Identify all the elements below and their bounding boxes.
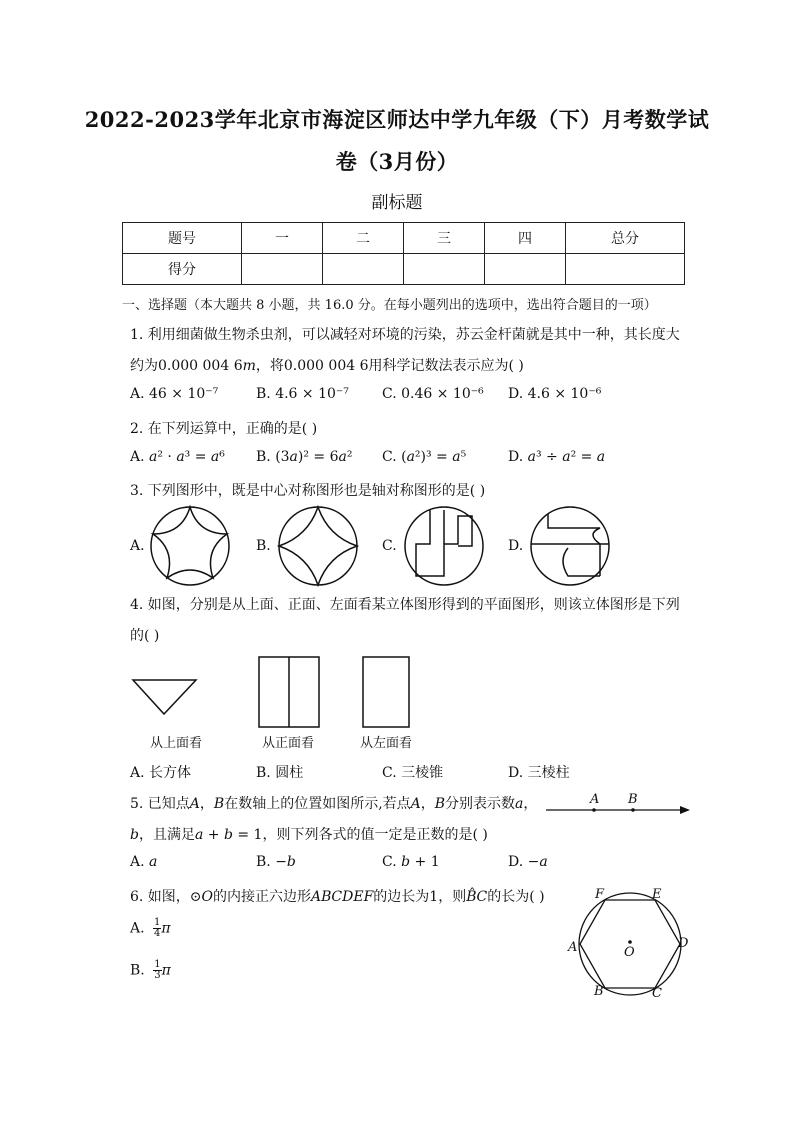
q5-option-d[interactable]: D. −𝑎	[508, 854, 548, 870]
q4-option-c[interactable]: C. 三棱锥	[382, 765, 444, 781]
fraction-denominator: 4	[154, 928, 161, 939]
q6-label-o: O	[624, 945, 635, 960]
score-table-header-row	[123, 223, 685, 254]
q1-option-c[interactable]: C. 0.46 × 10⁻⁶	[382, 386, 484, 402]
q4-caption-left: 从左面看	[360, 736, 413, 751]
table-cell: 一	[242, 223, 323, 254]
q1-stem-line-2: 约为0.000 004 6𝑚，将0.000 004 6用科学记数法表示应为( )	[130, 358, 524, 374]
q6-option-b-prefix: B.	[130, 962, 145, 979]
q1-option-d[interactable]: D. 4.6 × 10⁻⁶	[508, 386, 602, 402]
q6-label-d: D	[678, 936, 689, 951]
q5-stem-line-2: 𝑏，且满足𝑎 + 𝑏 = 1，则下列各式的值一定是正数的是( )	[130, 827, 488, 843]
table-cell: 二	[323, 223, 404, 254]
pi-symbol: 𝜋	[161, 962, 171, 979]
q1-option-a[interactable]: A. 46 × 10⁻⁷	[130, 386, 219, 402]
score-input-cell[interactable]	[404, 254, 485, 285]
q5-axis-label-a: A	[590, 792, 600, 807]
q6-label-e: E	[652, 887, 662, 902]
q6-option-b-fraction	[153, 960, 161, 981]
q3-figure-a[interactable]	[148, 504, 232, 588]
score-input-cell[interactable]	[323, 254, 404, 285]
fraction-numerator: 1	[154, 917, 161, 928]
q3-figure-c[interactable]	[402, 504, 486, 588]
q6-label-f: F	[595, 887, 605, 902]
fraction-denominator: 3	[154, 970, 161, 981]
table-cell: 四	[485, 223, 566, 254]
q3-figure-b[interactable]	[276, 504, 360, 588]
q5-option-a[interactable]: A. 𝑎	[130, 854, 158, 870]
q3-option-d-label[interactable]: D.	[508, 538, 524, 554]
title-line-2: 卷（3月份）	[335, 149, 459, 174]
q4-top-view-triangle	[130, 676, 200, 718]
q4-caption-front: 从正面看	[262, 736, 315, 751]
q3-stem: 3. 下列图形中，既是中心对称图形也是轴对称图形的是( )	[130, 483, 486, 499]
q2-option-d[interactable]: D. 𝑎³ ÷ 𝑎² = 𝑎	[508, 449, 606, 465]
q2-option-c[interactable]: C. (𝑎²)³ = 𝑎⁵	[382, 449, 467, 465]
score-input-cell[interactable]	[566, 254, 685, 285]
table-cell: 三	[404, 223, 485, 254]
score-input-cell[interactable]	[242, 254, 323, 285]
score-input-cell[interactable]	[485, 254, 566, 285]
q2-option-b[interactable]: B. (3𝑎)² = 6𝑎²	[256, 449, 353, 465]
q4-stem-line-1: 4. 如图，分别是从上面、正面、左面看某立体图形得到的平面图形，则该立体图形是下列	[130, 597, 680, 613]
score-table	[122, 222, 685, 285]
subtitle: 副标题	[371, 193, 423, 213]
q6-option-a[interactable]	[130, 918, 171, 939]
q5-axis-label-b: B	[628, 792, 638, 807]
q4-front-view-rectangle	[258, 656, 322, 730]
title-line-1: 2022-2023学年北京市海淀区师达中学九年级（下）月考数学试	[84, 107, 710, 132]
table-cell: 题号	[123, 223, 242, 254]
q4-side-view-rectangle	[362, 656, 412, 730]
q2-option-a[interactable]: A. 𝑎² · 𝑎³ = 𝑎⁶	[130, 449, 225, 465]
q4-stem-line-2: 的( )	[130, 628, 160, 644]
q6-stem: 6. 如图，⊙𝑂的内接正六边形𝐴𝐵𝐶𝐷𝐸𝐹的边长为1，则𝐵̂𝐶的长为( )	[130, 889, 545, 905]
section-heading: 一、选择题（本大题共 8 小题，共 16.0 分。在每小题列出的选项中，选出符合题目的一项）	[122, 298, 657, 313]
q6-hexagon-circle-figure	[568, 884, 692, 1004]
q6-option-a-prefix: A.	[130, 920, 145, 937]
q4-option-b[interactable]: B. 圆柱	[256, 765, 304, 781]
table-cell: 总分	[566, 223, 685, 254]
q6-label-b: B	[594, 984, 604, 999]
q5-number-line	[544, 792, 694, 820]
q2-stem: 2. 在下列运算中，正确的是( )	[130, 421, 318, 437]
q5-option-b[interactable]: B. −𝑏	[256, 854, 296, 870]
q6-label-c: C	[652, 986, 662, 1001]
q6-option-b[interactable]	[130, 960, 171, 981]
q1-stem-line-1: 1. 利用细菌做生物杀虫剂，可以减轻对环境的污染，苏云金杆菌就是其中一种，其长度大	[130, 327, 680, 343]
q3-option-c-label[interactable]: C.	[382, 538, 397, 554]
q3-option-a-label[interactable]: A.	[130, 538, 145, 554]
q5-option-c[interactable]: C. 𝑏 + 1	[382, 854, 440, 870]
q6-label-a: A	[568, 940, 578, 955]
score-table-score-row	[123, 254, 685, 285]
pi-symbol: 𝜋	[161, 920, 171, 937]
q3-figure-d[interactable]	[528, 504, 612, 588]
q3-option-b-label[interactable]: B.	[256, 538, 271, 554]
q4-caption-top: 从上面看	[150, 736, 203, 751]
q4-option-a[interactable]: A. 长方体	[130, 765, 192, 781]
table-cell: 得分	[123, 254, 242, 285]
fraction-numerator: 1	[154, 959, 161, 970]
q1-option-b[interactable]: B. 4.6 × 10⁻⁷	[256, 386, 349, 402]
q4-option-d[interactable]: D. 三棱柱	[508, 765, 570, 781]
q5-stem-line-1: 5. 已知点𝐴，𝐵在数轴上的位置如图所示,若点𝐴，𝐵分别表示数𝑎，	[130, 796, 538, 812]
